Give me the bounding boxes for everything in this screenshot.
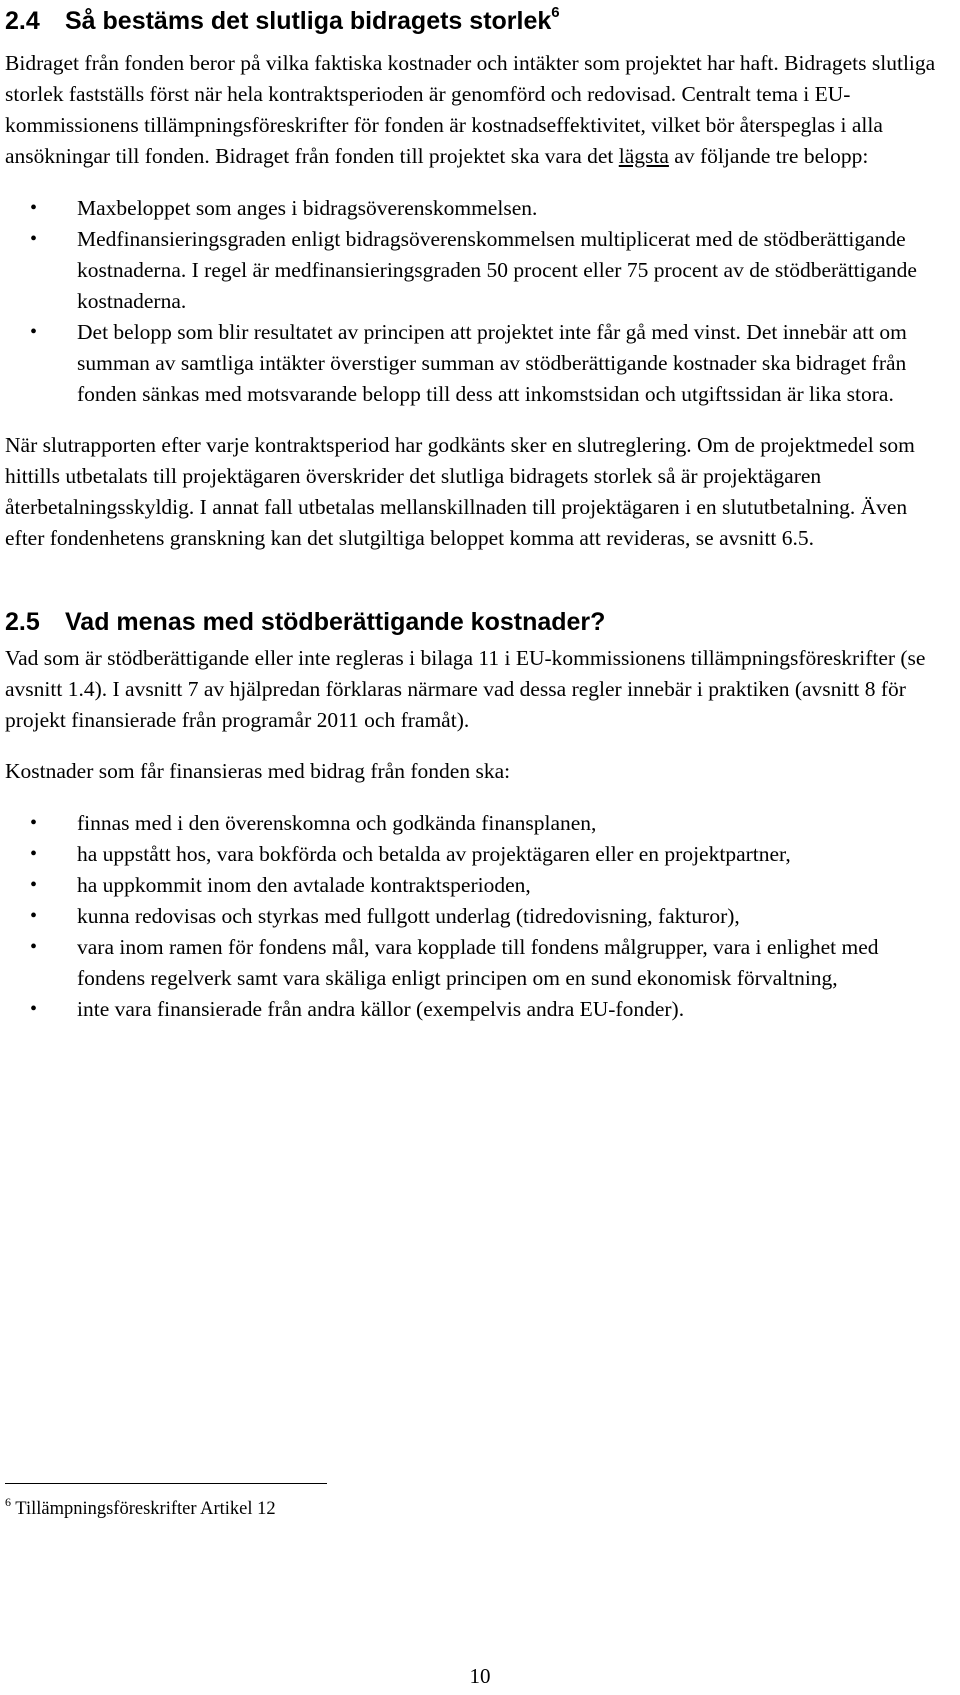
document-page [5, 0, 951, 1025]
bullet-icon: • [30, 321, 38, 343]
bullet-list [5, 808, 951, 1025]
list-item [5, 870, 951, 901]
list-item-text: vara inom ramen för fondens mål, vara kopplade till fondens målgrupper, vara i enlighet med fondens regelverk samt vara skäliga enligt principen om en sund ekonomisk förvaltning, [77, 935, 879, 990]
section-number: 2.5 [5, 608, 40, 636]
list-item [5, 839, 951, 870]
underlined-word: lägsta [618, 144, 669, 168]
page-number: 10 [469, 1664, 491, 1688]
bullet-icon: • [30, 812, 38, 834]
list-item [5, 224, 951, 317]
list-item-text: kunna redovisas och styrkas med fullgott underlag (tidredovisning, fakturor), [77, 904, 740, 928]
list-item [5, 994, 951, 1025]
list-item-text: Medfinansieringsgraden enligt bidragsöverenskommelsen multiplicerat med de stödberättigande kostnaderna. I regel är medfinansieringsgraden 50 procent eller 75 procent av de stödberättigande kostnaderna. [77, 227, 917, 313]
footnote-reference[interactable]: 6 [551, 4, 560, 21]
section-title: Så bestäms det slutliga bidragets storlek [65, 7, 552, 35]
list-item-text: Maxbeloppet som anges i bidragsöverenskommelsen. [77, 196, 538, 220]
list-item [5, 901, 951, 932]
section-title: Vad menas med stödberättigande kostnader? [65, 608, 606, 636]
bullet-icon: • [30, 998, 38, 1020]
bullet-icon: • [30, 936, 38, 958]
list-item-text: finnas med i den överenskomna och godkända finansplanen, [77, 811, 597, 835]
bullet-list [5, 193, 951, 410]
list-item [5, 808, 951, 839]
paragraph-text: Bidraget från fonden beror på vilka faktiska kostnader och intäkter som projektet har haft. Bidragets slutliga storlek fastställs först när hela kontraktsperioden är genomförd och redovisad. Centralt tema i EU-kommissionens tillämpningsföreskrifter för fonden är kostnadseffektivitet, vilket bör återspeglas i alla ansökningar till fonden. Bidraget från fonden till projektet ska vara det [5, 51, 936, 168]
paragraph: Kostnader som får finansieras med bidrag från fonden ska: [5, 759, 511, 783]
section-heading-2-4 [5, 4, 951, 38]
footnote-separator [5, 1483, 327, 1484]
list-item-text: Det belopp som blir resultatet av principen att projektet inte får gå med vinst. Det innebär att om summan av samtliga intäkter överstiger summan av stödberättigande kostnader ska bidraget från fonden sänkas med motsvarande belopp till dess att inkomstsidan och utgiftssidan är lika stora. [77, 320, 907, 406]
bullet-icon: • [30, 905, 38, 927]
footnote [5, 1496, 276, 1522]
list-item-text: ha uppkommit inom den avtalade kontraktsperioden, [77, 873, 531, 897]
section-heading-2-5 [5, 605, 951, 639]
list-item [5, 932, 951, 994]
footnote-text: Tillämpningsföreskrifter Artikel 12 [15, 1499, 276, 1519]
list-item [5, 193, 951, 224]
paragraph-text: av följande tre belopp: [674, 144, 869, 168]
footnote-number: 6 [5, 1495, 11, 1509]
section-number: 2.4 [5, 7, 40, 35]
bullet-icon: • [30, 843, 38, 865]
bullet-icon: • [30, 197, 38, 219]
bullet-icon: • [30, 874, 38, 896]
paragraph: När slutrapporten efter varje kontraktsperiod har godkänts sker en slutreglering. Om de projektmedel som hittills utbetalats till projektägaren överskrider det slutliga bidragets storlek så är projektägaren återbetalningsskyldig. I annat fall utbetalas mellanskillnaden till projektägaren i en slututbetalning. Även efter fondenhetens granskning kan det slutgiltiga beloppet komma att revideras, se avsnitt 6.5. [5, 433, 915, 550]
bullet-icon: • [30, 228, 38, 250]
list-item-text: ha uppstått hos, vara bokförda och betalda av projektägaren eller en projektpartner, [77, 842, 791, 866]
list-item [5, 317, 951, 410]
paragraph: Vad som är stödberättigande eller inte regleras i bilaga 11 i EU-kommissionens tillämpningsföreskrifter (se avsnitt 1.4). I avsnitt 7 av hjälpredan förklaras närmare vad dessa regler innebär i praktiken (avsnitt 8 för projekt finansierade från programår 2011 och framåt). [5, 646, 926, 732]
list-item-text: inte vara finansierade från andra källor (exempelvis andra EU-fonder). [77, 997, 685, 1021]
paragraph [5, 48, 951, 172]
